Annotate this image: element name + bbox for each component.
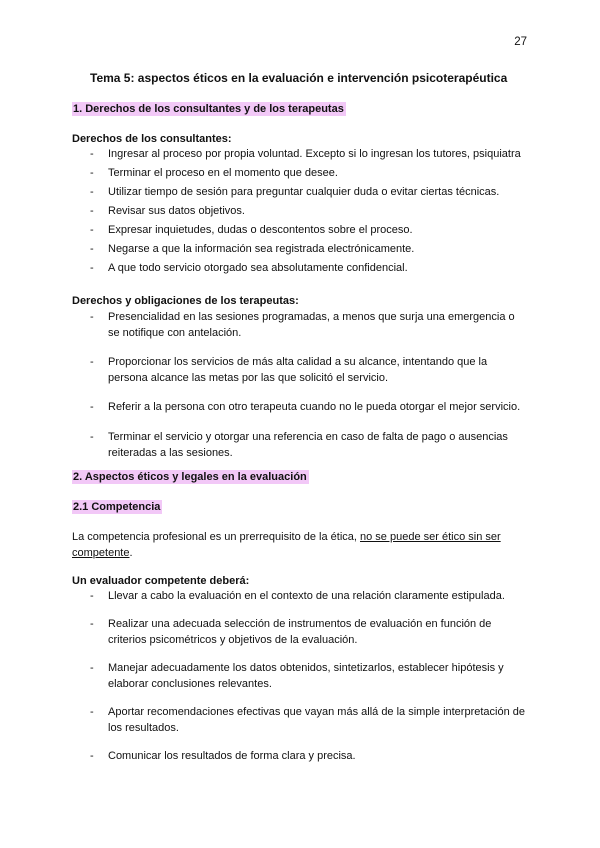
bullet-dash: -	[90, 590, 94, 602]
list-item	[0, 204, 528, 223]
bullet-dash: -	[90, 205, 94, 217]
terapeutas-subheading: Derechos y obligaciones de los terapeutas:	[72, 295, 299, 307]
bullet-dash: -	[90, 167, 94, 179]
list-item	[0, 661, 528, 705]
bullet-dash: -	[90, 148, 94, 160]
list-item-text: Expresar inquietudes, dudas o descontentos sobre el proceso.	[108, 224, 413, 236]
bullet-dash: -	[90, 401, 94, 413]
list-item-text: Aportar recomendaciones efectivas que vayan más allá de la simple interpretación de los resultados.	[108, 706, 526, 734]
list-item	[0, 261, 528, 280]
consultantes-subheading: Derechos de los consultantes:	[72, 133, 232, 145]
list-item-text: Proporcionar los servicios de más alta calidad a su alcance, intentando que la persona alcance las metas por las que solicitó el servicio.	[108, 356, 488, 384]
bullet-dash: -	[90, 431, 94, 443]
list-item	[0, 310, 528, 355]
consultantes-list	[0, 147, 528, 280]
list-item	[0, 147, 528, 166]
section-1-heading	[72, 103, 346, 115]
underlined-text: no se puede ser ético sin ser competente	[72, 531, 501, 559]
list-item-text: Negarse a que la información sea registrada electrónicamente.	[108, 243, 415, 255]
list-item-text: Comunicar los resultados de forma clara y precisa.	[108, 750, 356, 762]
list-item	[0, 223, 528, 242]
section-2-heading	[72, 471, 309, 483]
page-number: 27	[514, 36, 527, 48]
list-item-text: A que todo servicio otorgado sea absolutamente confidencial.	[108, 262, 408, 274]
subsection-2-1-heading-text: 2.1 Competencia	[73, 501, 161, 513]
list-item-text: Ingresar al proceso por propia voluntad. Excepto si lo ingresan los tutores, psiquiatra	[108, 148, 521, 160]
list-item-text: Terminar el servicio y otorgar una referencia en caso de falta de pago o ausencias reiteradas a las sesiones.	[108, 431, 508, 459]
bullet-dash: -	[90, 662, 94, 674]
list-item	[0, 749, 528, 767]
evaluador-subheading: Un evaluador competente deberá:	[72, 575, 250, 587]
page-title: Tema 5: aspectos éticos en la evaluación e intervención psicoterapéutica	[90, 71, 508, 85]
list-item-text: Realizar una adecuada selección de instrumentos de evaluación en función de criterios psicométricos y objetivos de la evaluación.	[108, 618, 492, 646]
list-item-text: Utilizar tiempo de sesión para preguntar cualquier duda o evitar ciertas técnicas.	[108, 186, 500, 198]
list-item-text: Referir a la persona con otro terapeuta cuando no le pueda otorgar el mejor servicio.	[108, 401, 521, 413]
list-item	[0, 617, 528, 661]
list-item	[0, 705, 528, 749]
list-item-text: Manejar adecuadamente los datos obtenidos, sintetizarlos, establecer hipótesis y elaborar conclusiones relevantes.	[108, 662, 504, 690]
list-item	[0, 355, 528, 400]
list-item-text: Revisar sus datos objetivos.	[108, 205, 245, 217]
bullet-dash: -	[90, 706, 94, 718]
list-item	[0, 242, 528, 261]
subsection-2-1-heading	[72, 501, 162, 513]
bullet-dash: -	[90, 618, 94, 630]
section-1-heading-text: 1. Derechos de los consultantes y de los terapeutas	[73, 103, 344, 115]
list-item-text: Terminar el proceso en el momento que desee.	[108, 167, 338, 179]
list-item-text: Presencialidad en las sesiones programadas, a menos que surja una emergencia o se notifique con antelación.	[108, 311, 515, 339]
bullet-dash: -	[90, 262, 94, 274]
list-item	[0, 185, 528, 204]
bullet-dash: -	[90, 224, 94, 236]
bullet-dash: -	[90, 750, 94, 762]
bullet-dash: -	[90, 186, 94, 198]
evaluador-list	[0, 589, 528, 767]
paragraph-end: .	[129, 547, 133, 559]
list-item	[0, 166, 528, 185]
bullet-dash: -	[90, 356, 94, 368]
list-item	[0, 430, 528, 462]
terapeutas-list	[0, 310, 528, 462]
paragraph-text: La competencia profesional es un prerrequisito de la ética,	[72, 531, 361, 543]
section-2-heading-text: 2. Aspectos éticos y legales en la evaluación	[73, 471, 307, 483]
bullet-dash: -	[90, 243, 94, 255]
competencia-paragraph	[72, 529, 542, 561]
bullet-dash: -	[90, 311, 94, 323]
list-item-text: Llevar a cabo la evaluación en el contexto de una relación claramente estipulada.	[108, 590, 505, 602]
list-item	[0, 400, 528, 430]
list-item	[0, 589, 528, 617]
